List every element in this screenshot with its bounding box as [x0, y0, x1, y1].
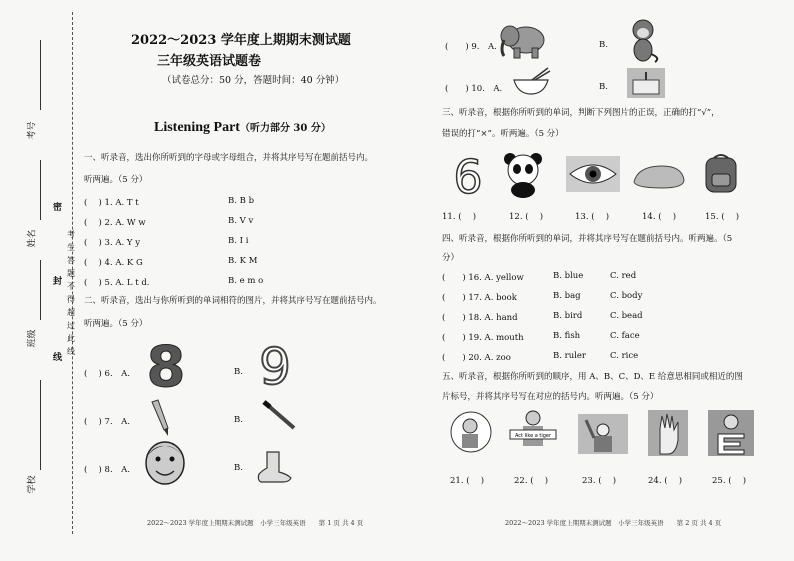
q17: ( ) 17. A. book: [442, 293, 517, 303]
q18-b: B. bird: [553, 311, 583, 321]
margin-xingming: 姓名: [27, 229, 38, 248]
bread-picture: [632, 162, 686, 190]
q1: ( ) 1. A. T t: [84, 198, 139, 208]
banji-line: [40, 260, 41, 320]
q3: ( ) 3. A. Y y: [84, 238, 141, 248]
section5-instruction-2: 片标号，并将其序号写在对应的括号内。听两遍。（5 分）: [442, 392, 659, 402]
backpack-picture: [700, 152, 742, 196]
q11-label: 11. ( ): [442, 212, 477, 222]
mi-char: 密: [53, 203, 63, 213]
nine-glyph: 9: [259, 340, 291, 388]
face-picture: [143, 437, 187, 487]
q15-label: 15. ( ): [705, 212, 740, 222]
eight-glyph: 8: [146, 338, 186, 390]
six-glyph: 6: [453, 153, 483, 197]
q7-b: B.: [234, 415, 243, 425]
panda-picture: [500, 150, 546, 198]
monkey-picture: [625, 18, 661, 64]
exam-title: 2022～2023 学年度上期期末测试题: [131, 33, 351, 48]
q6: ( ) 6. A.: [84, 369, 130, 379]
q19-b: B. fish: [553, 331, 581, 341]
q17-c: C. body: [610, 291, 643, 301]
q16: ( ) 16. A. yellow: [442, 273, 524, 283]
q13-label: 13. ( ): [575, 212, 610, 222]
tiger-sign-text: Act like a tiger: [514, 433, 552, 439]
boy-circle-picture: [450, 410, 492, 454]
q18-c: C. bead: [610, 311, 643, 321]
feng-char: 封: [53, 277, 63, 287]
listening-heading: [154, 116, 331, 136]
q21-label: 21. ( ): [450, 476, 485, 486]
footer-right: 2022～2023 学年度上期期末测试题 小学三年级英语 第 2 页 共 4 页: [505, 519, 722, 527]
margin-kaohao: 考号: [27, 121, 38, 140]
q19-c: C. face: [610, 331, 640, 341]
section1-instruction: 一、听录音，选出你所听到的字母或字母组合，并将其序号写在题前括号内。: [84, 153, 374, 163]
section3-instruction: 三、听录音，根据你所听到的单词，判断下列图片的正误，正确的打“√”，: [442, 108, 720, 118]
q3-b: B. I i: [228, 236, 249, 246]
exam-subtitle: 三年级英语试题卷: [157, 54, 262, 69]
q18: ( ) 18. A. hand: [442, 313, 518, 323]
q2: ( ) 2. A. W w: [84, 218, 146, 228]
act-like-tiger-picture: [508, 406, 558, 456]
section2-instruction: 二、听录音，选出与你所听到的单词相符的图片，并将其序号写在题前括号内。: [84, 296, 382, 306]
cake-picture: [627, 68, 665, 98]
q4-b: B. K M: [228, 256, 258, 266]
listening-title: Listening Part: [154, 120, 240, 135]
q6-b: B.: [234, 367, 243, 377]
q14-label: 14. ( ): [642, 212, 677, 222]
q9: ( ) 9. A.: [445, 42, 497, 52]
q2-b: B. V v: [228, 216, 254, 226]
q25-label: 25. ( ): [712, 476, 747, 486]
q9-b: B.: [599, 40, 608, 50]
q23-label: 23. ( ): [582, 476, 617, 486]
number-six-picture: [450, 153, 486, 197]
footer-left: 2022～2023 学年度上期期末测试题 小学三年级英语 第 1 页 共 4 页: [147, 519, 364, 527]
q17-b: B. bag: [553, 291, 581, 301]
q16-c: C. red: [610, 271, 637, 281]
q1-b: B. B b: [228, 196, 255, 206]
q8: ( ) 8. A.: [84, 465, 130, 475]
section4-instruction-2: 分）: [442, 253, 460, 263]
q10-b: B.: [599, 82, 608, 92]
q5-b: B. e m o: [228, 276, 264, 286]
eye-picture: [566, 156, 620, 192]
q16-b: B. blue: [553, 271, 584, 281]
q12-label: 12. ( ): [509, 212, 544, 222]
foot-picture: [253, 448, 295, 486]
q8-b: B.: [234, 463, 243, 473]
letter-e-picture: [708, 410, 754, 456]
listening-note: （听力部分 30 分）: [239, 123, 331, 134]
q5: ( ) 5. A. L t d.: [84, 278, 150, 288]
section5-instruction: 五、听录音，根据你所听到的顺序，用 A、B、C、D、E 给意思相同或相近的图: [442, 372, 743, 382]
raising-hand-picture: [578, 414, 628, 454]
pencil-picture: [146, 398, 172, 438]
exam-info: （试卷总分：50 分，答题时间：40 分钟）: [162, 75, 345, 86]
q20: ( ) 20. A. zoo: [442, 353, 511, 363]
number-eight-picture: [146, 338, 186, 390]
kaohao-line: [40, 40, 41, 110]
section4-instruction: 四、听录音，根据你所听到的单词，并将其序号写在题前括号内。听两遍。（5: [442, 234, 733, 244]
margin-note: 考生答题不得超过此线: [67, 230, 75, 356]
margin-xuexiao: 学校: [27, 475, 38, 494]
q7: ( ) 7. A.: [84, 417, 130, 427]
q24-label: 24. ( ): [648, 476, 683, 486]
xuexiao-line: [40, 380, 41, 470]
q20-c: C. rice: [610, 351, 639, 361]
rice-bowl-picture: [510, 66, 552, 96]
section3-instruction-2: 错误的打“×”。听两遍。（5 分）: [442, 129, 564, 139]
q22-label: 22. ( ): [514, 476, 549, 486]
elephant-picture: [498, 20, 550, 62]
q19: ( ) 19. A. mouth: [442, 333, 524, 343]
hand-picture: [648, 410, 688, 456]
xingming-line: [40, 160, 41, 220]
section1-instruction-2: 听两遍。（5 分）: [84, 175, 148, 185]
number-nine-picture: [258, 340, 292, 388]
section2-instruction-2: 听两遍。（5 分）: [84, 319, 148, 329]
xian-char: 线: [53, 353, 63, 363]
q10: ( ) 10. A.: [445, 84, 503, 94]
pen-picture: [260, 398, 298, 432]
q20-b: B. ruler: [553, 351, 586, 361]
margin-banji: 班级: [27, 329, 38, 348]
q4: ( ) 4. A. K G: [84, 258, 143, 268]
